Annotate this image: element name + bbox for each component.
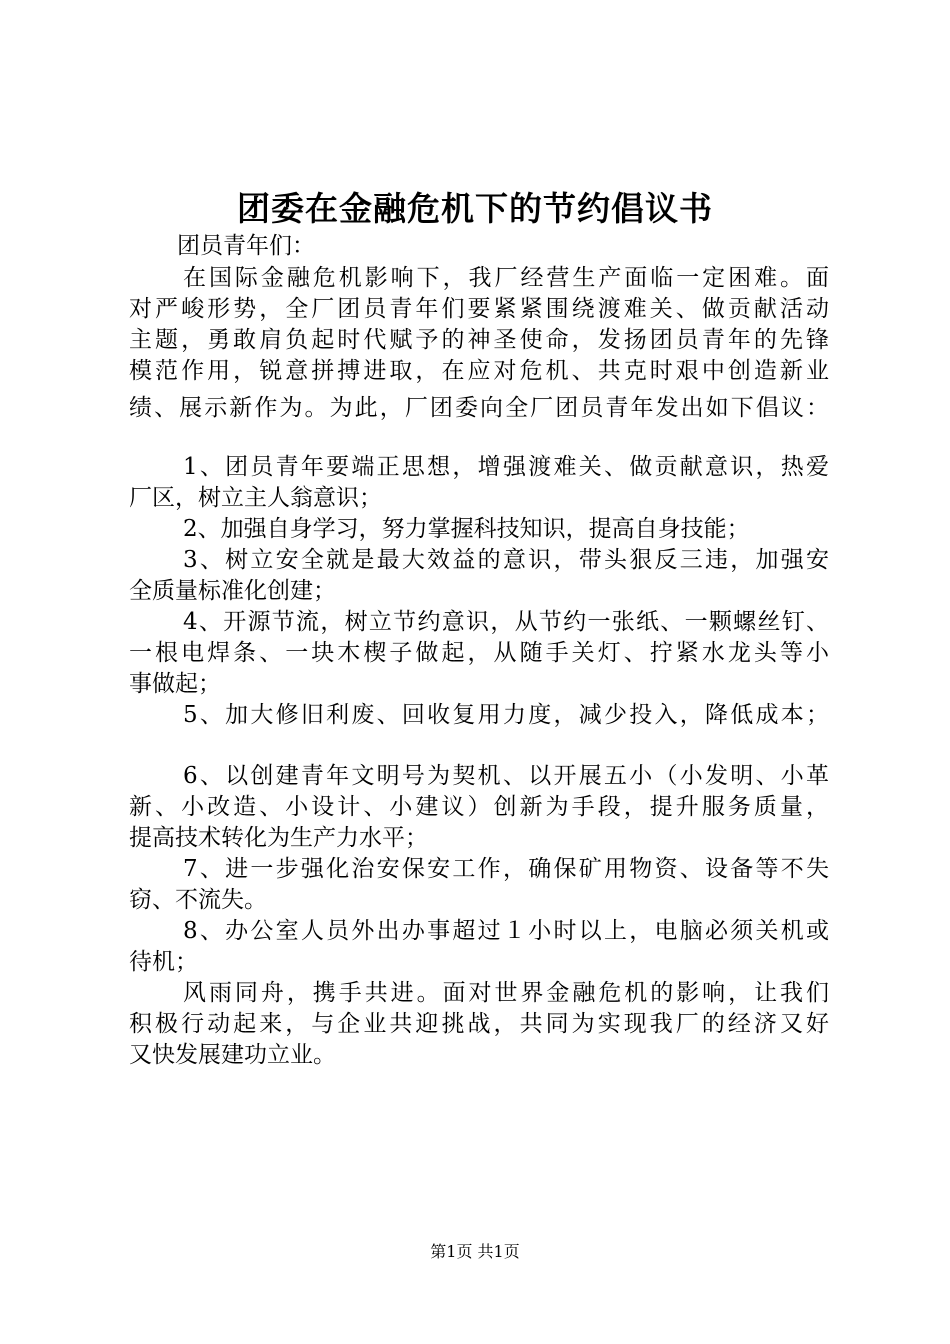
salutation: 团员青年们： bbox=[177, 233, 315, 259]
paragraph-line: 对严峻形势，全厂团员青年们要紧紧围绕渡难关、做贡献活动 bbox=[129, 296, 829, 322]
proposal-item-line: 7、进一步强化治安保安工作，确保矿用物资、设备等不失 bbox=[183, 856, 829, 882]
proposal-item-line: 新、小改造、小设计、小建议）创新为手段，提升服务质量， bbox=[129, 794, 829, 820]
proposal-item-line: 待机； bbox=[129, 949, 198, 975]
proposal-item-line: 6、以创建青年文明号为契机、以开展五小（小发明、小革 bbox=[183, 763, 829, 789]
proposal-item-line: 一根电焊条、一块木楔子做起，从随手关灯、拧紧水龙头等小 bbox=[129, 640, 829, 666]
proposal-item-line: 全质量标准化创建； bbox=[129, 578, 336, 604]
proposal-item-line: 4、开源节流，树立节约意识，从节约一张纸、一颗螺丝钉、 bbox=[183, 609, 829, 635]
closing-line: 又快发展建功立业。 bbox=[129, 1042, 336, 1068]
page-footer: 第1页 共1页 bbox=[430, 1242, 520, 1261]
proposal-item-line: 提高技术转化为生产力水平； bbox=[129, 825, 428, 851]
paragraph-line: 主题，勇敢肩负起时代赋予的神圣使命，发扬团员青年的先锋 bbox=[129, 327, 829, 353]
closing-line: 积极行动起来，与企业共迎挑战，共同为实现我厂的经济又好 bbox=[129, 1011, 829, 1037]
closing-line: 风雨同舟，携手共进。面对世界金融危机的影响，让我们 bbox=[183, 980, 829, 1006]
proposal-item-line: 8、办公室人员外出办事超过１小时以上，电脑必须关机或 bbox=[183, 918, 829, 944]
paragraph-line: 绩、展示新作为。为此，厂团委向全厂团员青年发出如下倡议： bbox=[129, 395, 829, 421]
proposal-item-line: 事做起； bbox=[129, 671, 221, 697]
proposal-item-line: 3、树立安全就是最大效益的意识，带头狠反三违，加强安 bbox=[183, 547, 829, 573]
proposal-item-line: 厂区，树立主人翁意识； bbox=[129, 485, 382, 511]
proposal-item-line: 窃、不流失。 bbox=[129, 887, 267, 913]
document-title: 团委在金融危机下的节约倡议书 bbox=[237, 189, 713, 228]
paragraph-line: 模范作用，锐意拼搏进取，在应对危机、共克时艰中创造新业 bbox=[129, 358, 829, 384]
paragraph-line: 在国际金融危机影响下，我厂经营生产面临一定困难。面 bbox=[183, 265, 829, 291]
proposal-item-line: 1、团员青年要端正思想，增强渡难关、做贡献意识，热爱 bbox=[183, 454, 829, 480]
proposal-item-line: 5、加大修旧利废、回收复用力度，减少投入，降低成本； bbox=[183, 702, 829, 728]
proposal-item-line: 2、加强自身学习，努力掌握科技知识，提高自身技能； bbox=[183, 516, 750, 542]
